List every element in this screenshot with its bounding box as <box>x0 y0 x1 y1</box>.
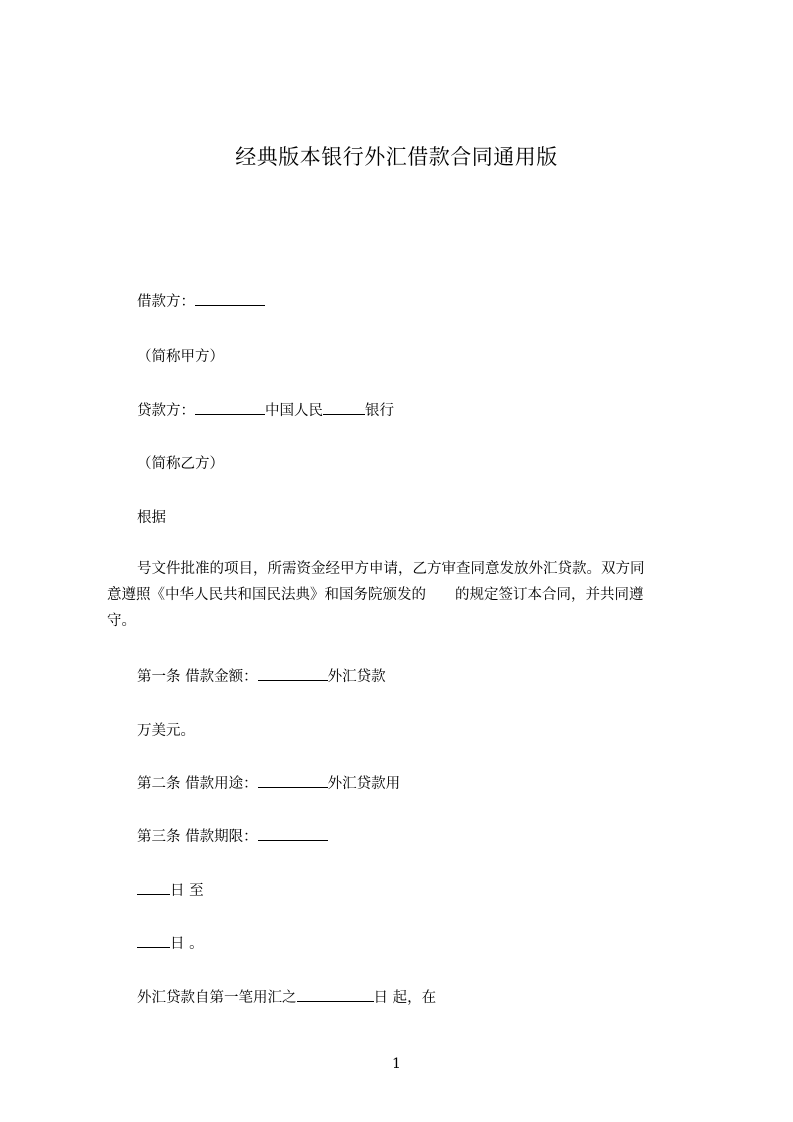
loan-start-blank <box>297 987 374 1002</box>
lender-alias: （简称乙方） <box>137 456 224 472</box>
loan-start-prefix: 外汇贷款自第一笔用汇之 <box>137 990 297 1006</box>
article-1-suffix: 外汇贷款 <box>327 669 386 685</box>
date-from-line <box>137 879 204 900</box>
article-3-blank <box>258 826 328 841</box>
lender-blank-1 <box>195 400 265 415</box>
article-2-blank <box>258 773 328 788</box>
borrower-label: 借款方： <box>137 294 195 310</box>
article-3-line <box>137 825 328 846</box>
article-1-line <box>137 665 386 686</box>
basis-paragraph <box>107 556 707 634</box>
paragraph-line-3: 守。 <box>107 613 136 629</box>
date-from-blank <box>137 880 170 895</box>
lender-mid: 中国人民 <box>265 403 323 419</box>
amount-unit: 万美元。 <box>137 723 195 739</box>
loan-start-line <box>137 986 436 1007</box>
article-2-line <box>137 772 400 793</box>
borrower-line <box>137 290 265 311</box>
lender-label: 贷款方： <box>137 403 195 419</box>
paragraph-line-1: 号文件批准的项目，所需资金经甲方申请，乙方审查同意发放外汇贷款。双方同 <box>137 561 645 577</box>
loan-start-suffix: 日 起，在 <box>373 990 437 1006</box>
date-to-text: 日 。 <box>170 936 204 952</box>
borrower-alias: （简称甲方） <box>137 349 224 365</box>
article-2-label: 第二条 借款用途： <box>137 776 258 792</box>
article-1-blank <box>258 666 328 681</box>
document-title: 经典版本银行外汇借款合同通用版 <box>235 145 558 169</box>
lender-suffix: 银行 <box>365 403 394 419</box>
date-to-blank <box>137 933 170 948</box>
basis-text: 根据 <box>137 510 166 526</box>
page-number: 1 <box>392 1056 401 1072</box>
borrower-blank <box>195 291 265 306</box>
article-3-label: 第三条 借款期限： <box>137 829 258 845</box>
article-1-label: 第一条 借款金额： <box>137 669 258 685</box>
date-from-text: 日 至 <box>170 883 204 899</box>
date-to-line <box>137 932 204 953</box>
lender-blank-2 <box>323 400 365 415</box>
article-2-suffix: 外汇贷款用 <box>327 776 401 792</box>
lender-line <box>137 399 394 420</box>
paragraph-line-2: 意遵照《中华人民共和国民法典》和国务院颁发的 的规定签订本合同，并共同遵 <box>107 587 644 603</box>
